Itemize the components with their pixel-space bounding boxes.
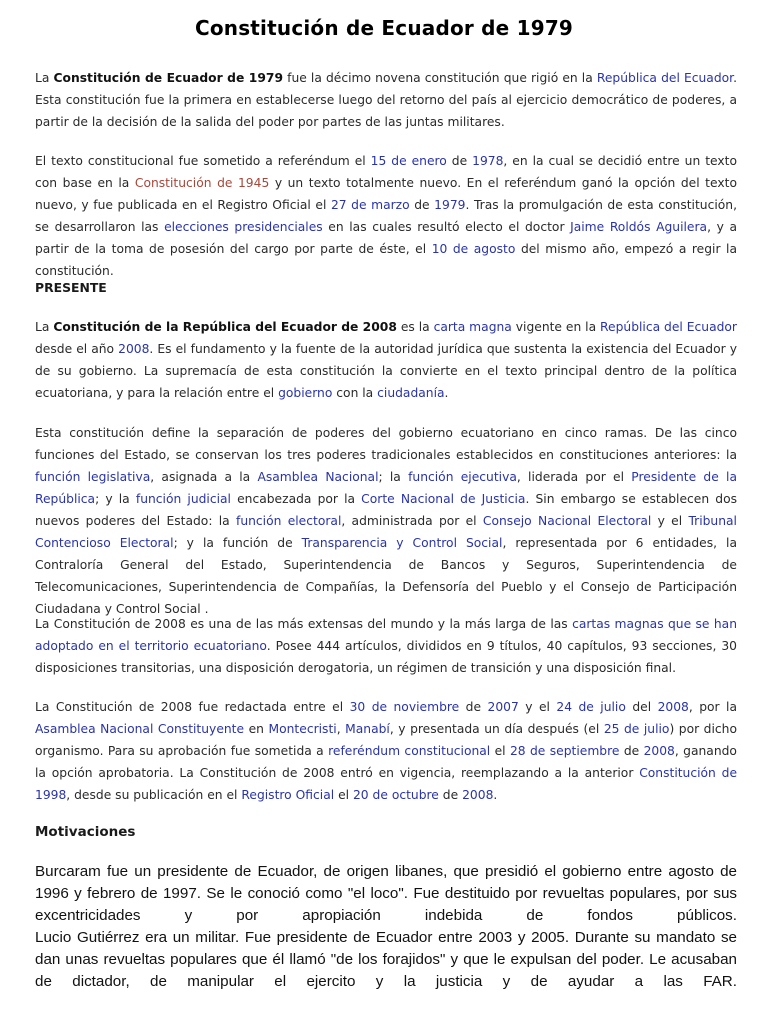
link-ciudadania[interactable]: ciudadanía bbox=[377, 386, 445, 400]
link-carta-magna[interactable]: carta magna bbox=[433, 320, 512, 334]
text: de bbox=[459, 700, 488, 714]
link-1978[interactable]: 1978 bbox=[472, 154, 504, 168]
paragraph-redaccion bbox=[35, 696, 737, 806]
link-presidente-republica[interactable]: Presidente de la República bbox=[35, 470, 737, 506]
text: de bbox=[619, 744, 644, 758]
text: La Constitución de 2008 fue redactada entre el bbox=[35, 700, 350, 714]
link-15-enero[interactable]: 15 de enero bbox=[370, 154, 447, 168]
text: , bbox=[336, 722, 346, 736]
text: de bbox=[409, 198, 435, 212]
link-25-julio[interactable]: 25 de julio bbox=[603, 722, 670, 736]
text: del mismo año, empezó a regir la constitución. bbox=[35, 242, 738, 278]
text: encabezada por la bbox=[230, 492, 362, 506]
text: ) por dicho organismo. Para su aprobación fue sometida a bbox=[35, 722, 737, 758]
text: . Esta constitución fue la primera en establecerse luego del retorno del país al ejercicio democrático de poderes, a partir de la decisión de la salida del poder por partes de las juntas militares. bbox=[35, 71, 738, 129]
text: el bbox=[490, 744, 510, 758]
text: y el bbox=[518, 700, 557, 714]
link-28-septiembre[interactable]: 28 de septiembre bbox=[509, 744, 620, 758]
bold-term: Constitución de Ecuador de 1979 bbox=[53, 71, 284, 85]
link-consejo-nacional-electoral[interactable]: Consejo Nacional Electoral bbox=[482, 514, 652, 528]
heading-motivaciones: Motivaciones bbox=[35, 824, 136, 840]
text: La bbox=[35, 320, 54, 334]
text: , administrada por el bbox=[341, 514, 483, 528]
link-2007[interactable]: 2007 bbox=[487, 700, 519, 714]
link-montecristi[interactable]: Montecristi bbox=[268, 722, 337, 736]
text: ; y la función de bbox=[173, 536, 302, 550]
link-republica-ecuador[interactable]: República del Ecuador bbox=[600, 320, 737, 334]
link-tribunal-contencioso-electoral[interactable]: Tribunal Contencioso Electoral bbox=[35, 514, 737, 550]
text: , desde su publicación en el bbox=[66, 788, 242, 802]
link-constitucion-1998[interactable]: Constitución de 1998 bbox=[35, 766, 738, 802]
text: el bbox=[334, 788, 353, 802]
link-2008[interactable]: 2008 bbox=[118, 342, 150, 356]
link-funcion-electoral[interactable]: función electoral bbox=[236, 514, 342, 528]
link-jaime-roldos[interactable]: Jaime Roldós Aguilera bbox=[570, 220, 708, 234]
text: de bbox=[438, 788, 463, 802]
link-2008[interactable]: 2008 bbox=[462, 788, 494, 802]
paragraph-constitucion-2008 bbox=[35, 316, 737, 404]
text: El texto constitucional fue sometido a referéndum el bbox=[35, 154, 371, 168]
link-referendum-constitucional[interactable]: referéndum constitucional bbox=[328, 744, 491, 758]
text: . bbox=[493, 788, 498, 802]
text: ; y la bbox=[95, 492, 136, 506]
link-transparencia-control-social[interactable]: Transparencia y Control Social bbox=[301, 536, 503, 550]
link-funcion-legislativa[interactable]: función legislativa bbox=[35, 470, 151, 484]
link-20-octubre[interactable]: 20 de octubre bbox=[352, 788, 439, 802]
text: . Es el fundamento y la fuente de la autoridad jurídica que sustenta la existencia del Ecuador y de su gobierno. La supremacía de esta constitución la convierte en el texto principal dentro de la política ecuatoriana, y para la relación entre el bbox=[35, 342, 737, 400]
text: vigente en la bbox=[511, 320, 601, 334]
paragraph-intro bbox=[35, 67, 737, 133]
link-funcion-judicial[interactable]: función judicial bbox=[135, 492, 231, 506]
text: desde el año bbox=[35, 342, 119, 356]
text: . Sin embargo se establecen dos nuevos poderes del Estado: la bbox=[35, 492, 737, 528]
link-30-noviembre[interactable]: 30 de noviembre bbox=[349, 700, 460, 714]
text: con la bbox=[332, 386, 378, 400]
text: ; la bbox=[378, 470, 409, 484]
paragraph-poderes bbox=[35, 422, 737, 620]
text: , representada por 6 entidades, la Contraloría General del Estado, Superintendencia de Bancos y Seguros, Superintendencia de Telecomunicaciones, Superintendencia de Compañías, la Defensoría del Pueblo y el Consejo de Participación Ciudadana y Control Social . bbox=[35, 536, 737, 616]
text: es la bbox=[396, 320, 434, 334]
text: . Posee 444 artículos, divididos en 9 títulos, 40 capítulos, 93 secciones, 30 disposiciones transitorias, una disposición derogatoria, un régimen de transición y una disposición final. bbox=[35, 639, 737, 675]
link-elecciones-presidenciales[interactable]: elecciones presidenciales bbox=[164, 220, 323, 234]
text: , y a partir de la toma de posesión del cargo por parte de éste, el bbox=[35, 220, 737, 256]
text: fue la décimo novena constitución que rigió en la bbox=[283, 71, 597, 85]
link-registro-oficial[interactable]: Registro Oficial bbox=[241, 788, 335, 802]
link-corte-nacional-justicia[interactable]: Corte Nacional de Justicia bbox=[361, 492, 526, 506]
paragraph-referendum bbox=[35, 150, 737, 282]
link-asamblea-constituyente[interactable]: Asamblea Nacional Constituyente bbox=[35, 722, 245, 736]
link-manabi[interactable]: Manabí bbox=[345, 722, 390, 736]
link-asamblea-nacional[interactable]: Asamblea Nacional bbox=[257, 470, 379, 484]
text: y el bbox=[651, 514, 689, 528]
document-title: Constitución de Ecuador de 1979 bbox=[194, 16, 574, 40]
text: . bbox=[444, 386, 449, 400]
text: La bbox=[35, 71, 54, 85]
heading-presente: PRESENTE bbox=[35, 280, 107, 295]
link-2008[interactable]: 2008 bbox=[643, 744, 675, 758]
link-constitucion-1945[interactable]: Constitución de 1945 bbox=[134, 176, 270, 190]
text: Burcaram fue un presidente de Ecuador, de origen libanes, que presidió el gobierno entre agosto de 1996 y febrero de 1997. Se le conoció como "el loco". Fue destituido por revueltas populares, por sus excentricidades y por apropiación indebida de fondos públicos. bbox=[35, 863, 737, 924]
link-1979[interactable]: 1979 bbox=[434, 198, 466, 212]
bold-term: Constitución de la República del Ecuador de 2008 bbox=[53, 320, 397, 334]
text: en bbox=[244, 722, 269, 736]
link-funcion-ejecutiva[interactable]: función ejecutiva bbox=[408, 470, 517, 484]
link-gobierno[interactable]: gobierno bbox=[278, 386, 333, 400]
text: . Tras la promulgación de esta constitución, se desarrollaron las bbox=[35, 198, 737, 234]
link-2008[interactable]: 2008 bbox=[657, 700, 689, 714]
text: , y presentada un día después (el bbox=[389, 722, 604, 736]
paragraph-motivaciones bbox=[35, 861, 737, 993]
link-24-julio[interactable]: 24 de julio bbox=[556, 700, 626, 714]
text: y un texto totalmente nuevo. En el referéndum ganó la opción del texto nuevo, y fue publicada en el Registro Oficial el bbox=[35, 176, 737, 212]
text: , en la cual se decidió entre un texto con base en la bbox=[35, 154, 737, 190]
text: Esta constitución define la separación de poderes del gobierno ecuatoriano en cinco ramas. De las cinco funciones del Estado, se conservan los tres poderes tradicionales establecidos en constituciones anteriores: la bbox=[35, 426, 737, 462]
text: , liderada por el bbox=[516, 470, 632, 484]
text: en las cuales resultó electo el doctor bbox=[322, 220, 571, 234]
text: de bbox=[446, 154, 473, 168]
text: , ganando la opción aprobatoria. La Constitución de 2008 entró en vigencia, reemplazando a la anterior bbox=[35, 744, 737, 780]
link-27-marzo[interactable]: 27 de marzo bbox=[330, 198, 410, 212]
text: Lucio Gutiérrez era un militar. Fue presidente de Ecuador entre 2003 y 2005. Durante su mandato se dan unas revueltas populares que él llamó "de los forajidos" y que le expulsan del poder. Le acusaban de dictador, de manipular el ejercito y la justicia y de ayudar a las FAR. bbox=[35, 929, 737, 990]
link-10-agosto[interactable]: 10 de agosto bbox=[431, 242, 516, 256]
text: La Constitución de 2008 es una de las más extensas del mundo y la más larga de las bbox=[35, 617, 573, 631]
link-republica-ecuador[interactable]: República del Ecuador bbox=[596, 71, 734, 85]
text: del bbox=[625, 700, 658, 714]
text: , asignada a la bbox=[150, 470, 258, 484]
text: , por la bbox=[688, 700, 737, 714]
link-cartas-magnas-ecuador[interactable]: cartas magnas que se han adoptado en el territorio ecuatoriano bbox=[35, 617, 737, 653]
paragraph-extension bbox=[35, 613, 737, 679]
